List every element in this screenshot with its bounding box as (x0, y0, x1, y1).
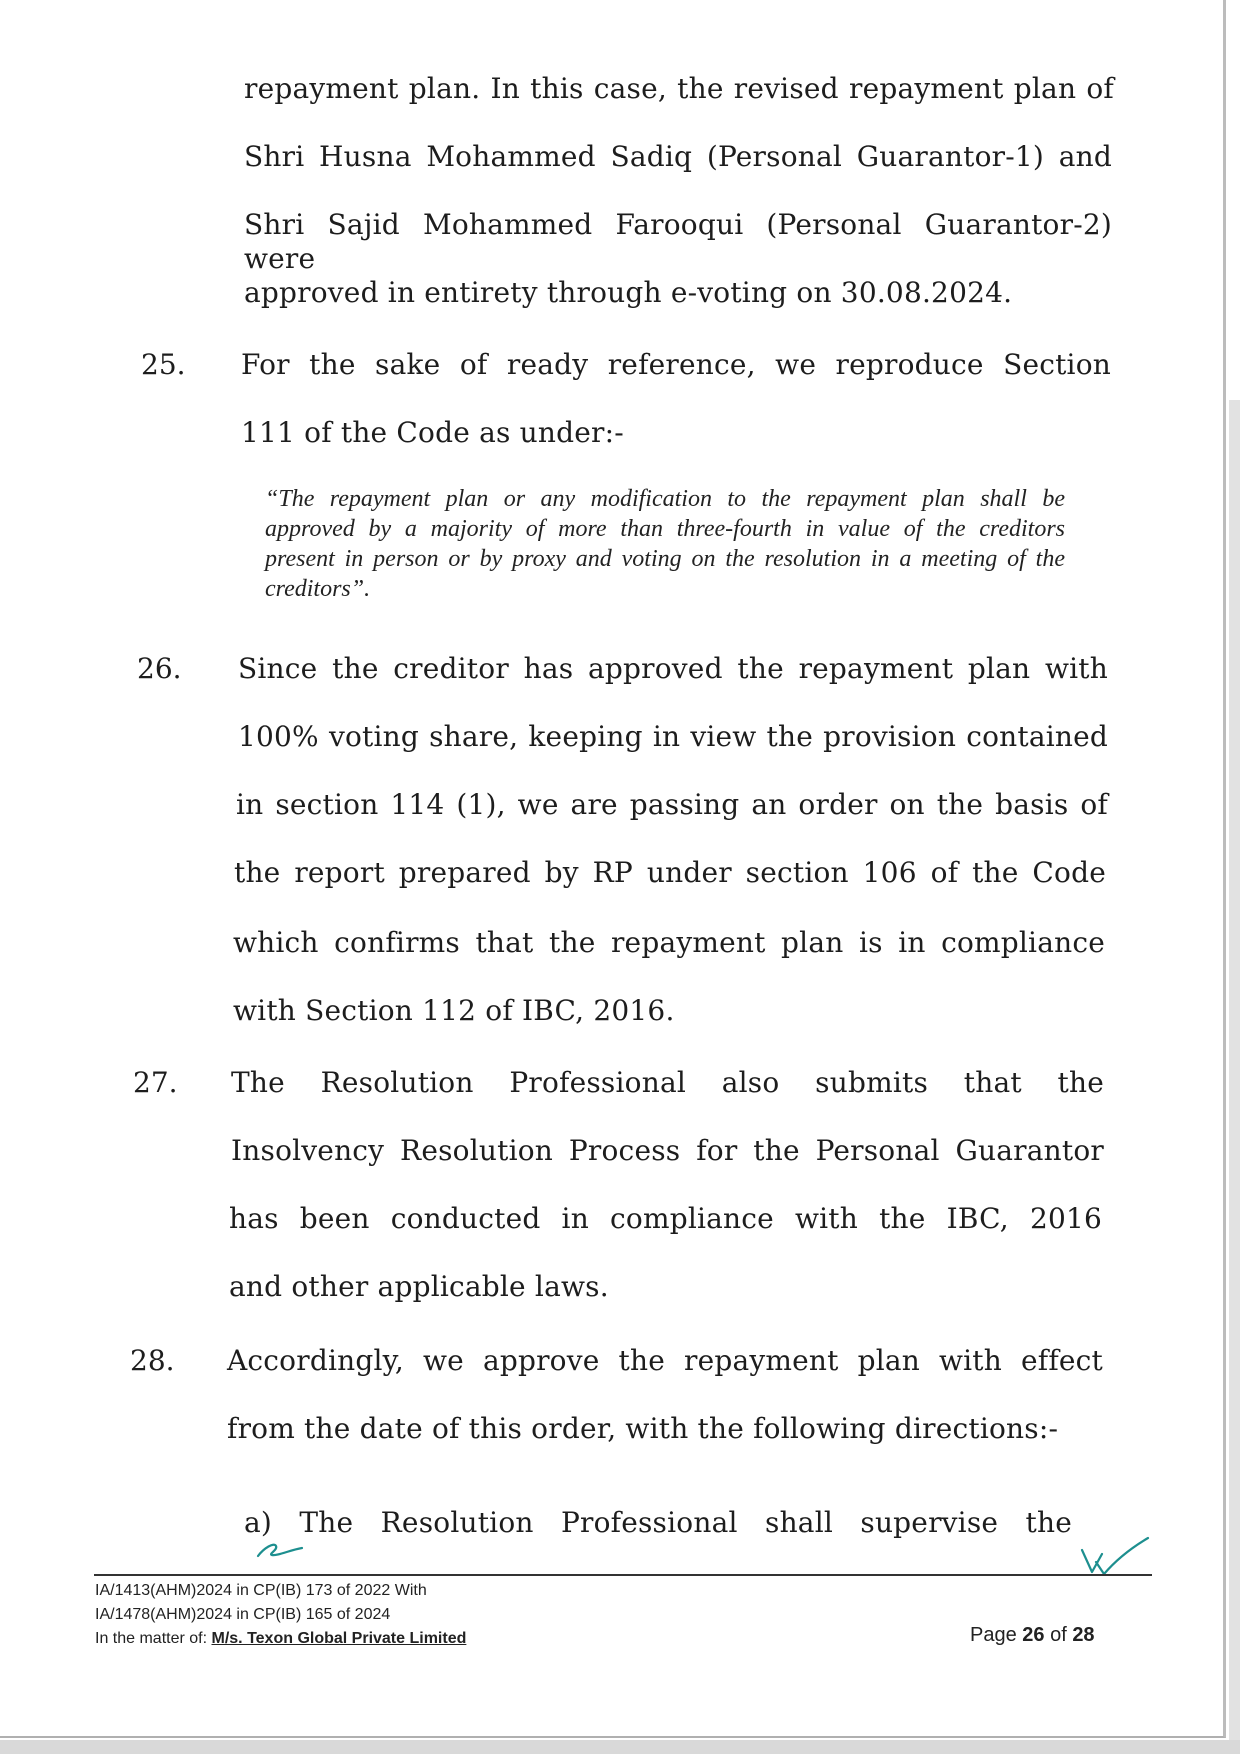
footer-matter-name: M/s. Texon Global Private Limited (211, 1630, 467, 1647)
quoted-section-111 (265, 484, 1065, 604)
quote-line-3: present in person or by proxy and voting on the resolution in a meeting of the (265, 546, 1065, 572)
intro-line-4: approved in entirety through e-voting on 30.08.2024. (244, 276, 1013, 309)
page-total: 28 (1072, 1624, 1095, 1646)
paragraph-26-line-5: which confirms that the repayment plan is in compliance (233, 926, 1105, 959)
page-number (970, 1624, 1095, 1647)
footer-case-line-1: IA/1413(AHM)2024 in CP(IB) 173 of 2022 With (95, 1582, 427, 1599)
footer-matter-prefix: In the matter of: (95, 1630, 212, 1647)
paragraph-27-line-1: The Resolution Professional also submits that the (231, 1066, 1104, 1099)
direction-item-a: a) The Resolution Professional shall supervise the (244, 1506, 1072, 1539)
paragraph-26-line-1: Since the creditor has approved the repayment plan with (238, 652, 1108, 685)
paragraph-26-line-4: the report prepared by RP under section 106 of the Code (234, 856, 1106, 889)
paragraph-number-26: 26. (137, 652, 182, 685)
footer-divider (94, 1574, 1152, 1576)
paragraph-number-28: 28. (130, 1344, 175, 1377)
quote-line-1: “The repayment plan or any modification to the repayment plan shall be (265, 486, 1065, 512)
scan-edge-bottom (0, 1740, 1240, 1754)
page-prefix: Page (970, 1624, 1023, 1646)
intro-line-3: Shri Sajid Mohammed Farooqui (Personal Guarantor-2) were (244, 208, 1112, 275)
paragraph-number-27: 27. (133, 1066, 178, 1099)
paragraph-27-line-2: Insolvency Resolution Process for the Personal Guarantor (231, 1134, 1104, 1167)
page-current: 26 (1022, 1624, 1045, 1646)
intro-line-1: repayment plan. In this case, the revised repayment plan of (244, 72, 1114, 105)
intro-line-2: Shri Husna Mohammed Sadiq (Personal Guarantor-1) and (244, 140, 1112, 173)
paragraph-28-line-1: Accordingly, we approve the repayment plan with effect (227, 1344, 1103, 1377)
quote-line-2: approved by a majority of more than three-fourth in value of the creditors (265, 516, 1065, 542)
scan-edge-right (1229, 400, 1240, 1740)
footer-matter-line (95, 1626, 466, 1652)
paragraph-26-line-6: with Section 112 of IBC, 2016. (233, 994, 675, 1027)
paragraph-25-line-1: For the sake of ready reference, we reproduce Section (241, 348, 1111, 381)
paragraph-25-line-2: 111 of the Code as under:- (241, 416, 624, 449)
paragraph-27-line-4: and other applicable laws. (229, 1270, 609, 1303)
paragraph-26-line-3: in section 114 (1), we are passing an order on the basis of (236, 788, 1108, 821)
paragraph-28-line-2: from the date of this order, with the following directions:- (227, 1412, 1059, 1445)
paragraph-27-line-3: has been conducted in compliance with the IBC, 2016 (229, 1202, 1102, 1235)
page-of: of (1044, 1624, 1073, 1646)
footer-case-line-2: IA/1478(AHM)2024 in CP(IB) 165 of 2024 (95, 1606, 391, 1623)
quote-line-4: creditors”. (265, 576, 371, 602)
paragraph-number-25: 25. (141, 348, 186, 381)
paragraph-26-line-2: 100% voting share, keeping in view the provision contained (238, 720, 1108, 753)
initials-signature-left (250, 1532, 320, 1562)
